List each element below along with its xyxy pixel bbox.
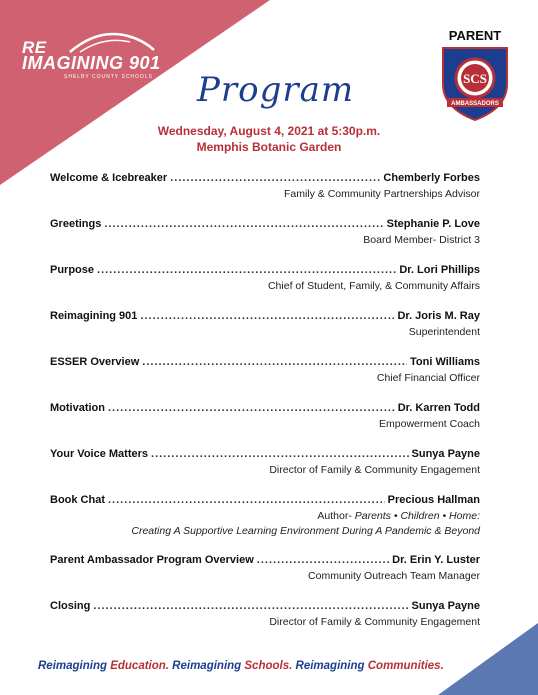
item-speaker: Sunya Payne — [411, 600, 480, 612]
logo-arc-icon — [68, 26, 158, 56]
program-item — [50, 402, 480, 430]
item-label: Greetings — [50, 218, 102, 230]
leader-dots — [170, 172, 380, 184]
item-label: Parent Ambassador Program Overview — [50, 554, 254, 566]
program-item — [50, 448, 480, 476]
item-role: Chief Financial Officer — [376, 372, 480, 384]
footer-tagline — [38, 660, 444, 672]
item-role: Director of Family & Community Engagement — [269, 616, 480, 628]
item-speaker: Chemberly Forbes — [383, 172, 480, 184]
parent-ambassadors-shield-icon — [437, 44, 513, 122]
event-date: Wednesday, August 4, 2021 at 5:30p.m. — [157, 124, 381, 138]
badge-title: PARENT — [448, 28, 502, 43]
item-role: Chief of Student, Family, & Community Affairs — [267, 280, 480, 292]
program-item — [50, 172, 480, 200]
item-role-prefix: Author- — [317, 510, 355, 522]
item-speaker: Stephanie P. Love — [386, 218, 480, 230]
leader-dots — [97, 264, 396, 276]
program-item — [50, 494, 480, 537]
item-subtitle — [50, 525, 480, 537]
footer-part: Reimagining — [168, 660, 245, 672]
item-role: Family & Community Partnerships Advisor — [283, 188, 480, 200]
program-title: Program — [197, 70, 355, 110]
badge-ribbon: AMBASSADORS — [451, 101, 499, 107]
leader-dots — [140, 310, 394, 322]
leader-dots — [104, 218, 383, 230]
item-role: Empowerment Coach — [379, 418, 480, 430]
logo-text-re: RE — [22, 38, 47, 57]
item-role: Superintendent — [408, 326, 480, 338]
item-role — [50, 510, 480, 522]
item-label: ESSER Overview — [50, 356, 140, 368]
item-label: Book Chat — [50, 494, 105, 506]
item-label: Motivation — [50, 402, 105, 414]
logo-text-imagining: IMAGINING 901 — [22, 53, 161, 73]
leader-dots — [142, 356, 407, 368]
leader-dots — [108, 494, 385, 506]
program-item — [50, 310, 480, 338]
leader-dots — [93, 600, 408, 612]
item-role: Director of Family & Community Engagement — [269, 464, 480, 476]
program-item — [50, 600, 480, 628]
item-role: Board Member- District 3 — [363, 234, 480, 246]
item-speaker: Dr. Karren Todd — [397, 402, 480, 414]
item-speaker: Precious Hallman — [387, 494, 480, 506]
footer-part-red: Communities. — [367, 660, 444, 672]
leader-dots — [257, 554, 389, 566]
footer-part: Reimagining — [38, 660, 111, 672]
item-speaker: Sunya Payne — [411, 448, 480, 460]
item-label: Welcome & Icebreaker — [50, 172, 168, 184]
book-title: Parents • Children • Home: — [354, 510, 480, 522]
logo-tagline: SHELBY COUNTY SCHOOLS — [64, 74, 153, 80]
leader-dots — [151, 448, 409, 460]
item-speaker: Dr. Joris M. Ray — [397, 310, 480, 322]
program-item — [50, 264, 480, 292]
program-item — [50, 218, 480, 246]
badge-initials: SCS — [463, 71, 487, 86]
item-speaker: Dr. Lori Phillips — [399, 264, 480, 276]
program-item — [50, 356, 480, 384]
corner-triangle-bottom-right — [438, 623, 538, 695]
book-subtitle: Creating A Supportive Learning Environment During A Pandemic & Beyond — [131, 525, 480, 537]
item-role: Community Outreach Team Manager — [308, 570, 480, 582]
item-label: Purpose — [50, 264, 95, 276]
leader-dots — [108, 402, 395, 414]
item-label: Your Voice Matters — [50, 448, 149, 460]
item-speaker: Dr. Erin Y. Luster — [392, 554, 480, 566]
footer-part-red: Education. — [110, 660, 169, 672]
item-label: Reimagining 901 — [50, 310, 138, 322]
item-speaker: Toni Williams — [410, 356, 480, 368]
event-venue: Memphis Botanic Garden — [196, 140, 342, 154]
program-item — [50, 554, 480, 582]
item-label: Closing — [50, 600, 91, 612]
footer-part: Reimagining — [292, 660, 368, 672]
footer-part-red: Schools. — [244, 660, 293, 672]
